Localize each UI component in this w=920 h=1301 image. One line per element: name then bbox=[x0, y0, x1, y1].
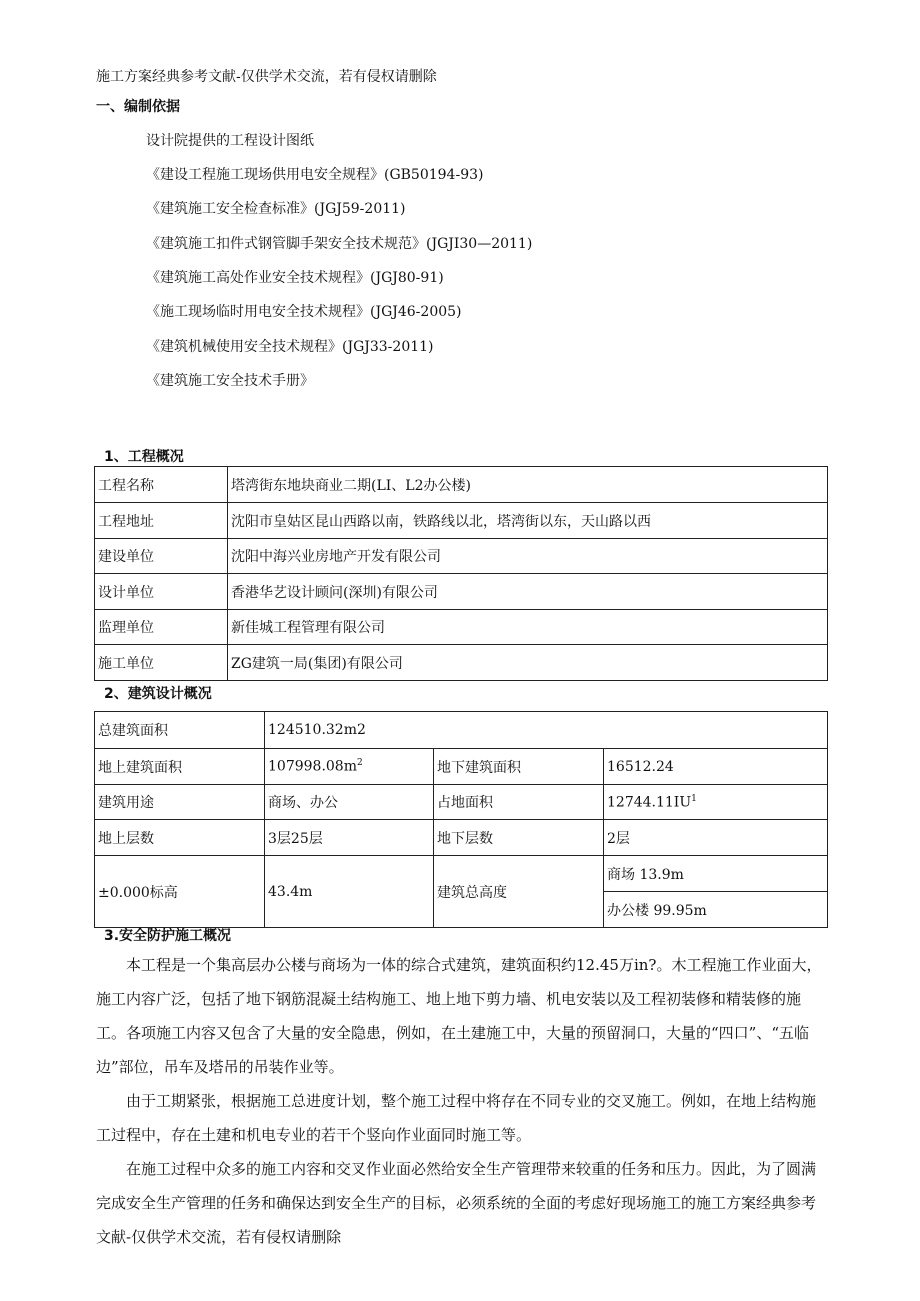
safety-paragraph: 在施工过程中众多的施工内容和交叉作业面必然给安全生产管理带来较重的任务和压力。因此，为了圆满完成安全生产管理的任务和确保达到安全生产的目标，必须系统的全面的考虑好现场施工的施工方案经典参考文献-仅供学术交流，若有侵权请删除 bbox=[96, 1160, 817, 1246]
design-label: 建筑总高度 bbox=[434, 856, 604, 928]
safety-body bbox=[96, 948, 826, 1254]
overview-value: 塔湾街东地块商业二期(LI、L2办公楼) bbox=[228, 467, 828, 503]
overview-label: 建设单位 bbox=[95, 539, 228, 574]
land-area-value: 12744.11IU bbox=[607, 794, 692, 811]
table-row bbox=[95, 749, 828, 785]
overview-value: 沈阳市皇姑区昆山西路以南，铁路线以北，塔湾街以东，天山路以西 bbox=[228, 503, 828, 539]
design-label: 地上层数 bbox=[95, 820, 265, 856]
table-row bbox=[95, 539, 828, 574]
design-label: 建筑用途 bbox=[95, 785, 265, 820]
safety-paragraph: 本工程是一个集高层办公楼与商场为一体的综合式建筑，建筑面积约12.45万in?。木工程施工作业面大，施工内容广泛，包括了地下钢筋混凝土结构施工、地上地下剪力墙、机电安装以及工程初装修和精装修的施工。各项施工内容又包含了大量的安全隐患，例如，在土建施工中，大量的预留洞口，大量的“四口”、“五临边”部位，吊车及塔吊的吊装作业等。 bbox=[96, 956, 822, 1076]
overview-value: 香港华艺设计顾问(深圳)有限公司 bbox=[228, 574, 828, 610]
above-area-sup: 2 bbox=[356, 758, 363, 769]
design-label: ±0.000标高 bbox=[95, 856, 265, 928]
overview-label: 施工单位 bbox=[95, 645, 228, 681]
overview-label: 设计单位 bbox=[95, 574, 228, 610]
table-row bbox=[95, 645, 828, 681]
reference-item: 《建筑施工安全检查标准》(JGJ59-2011) bbox=[146, 201, 406, 217]
design-table bbox=[94, 711, 828, 928]
reference-item: 《施工现场临时用电安全技术规程》(JGJ46-2005) bbox=[146, 304, 462, 320]
header-note: 施工方案经典参考文献-仅供学术交流，若有侵权请删除 bbox=[96, 69, 437, 85]
land-area-sup: 1 bbox=[691, 793, 697, 804]
section-heading-design: 2、建筑设计概况 bbox=[104, 686, 212, 702]
design-value: 2层 bbox=[604, 820, 828, 856]
reference-item: 《建设工程施工现场供用电安全规程》(GB50194-93) bbox=[146, 167, 484, 183]
overview-label: 工程地址 bbox=[95, 503, 228, 539]
overview-label: 监理单位 bbox=[95, 610, 228, 645]
table-row bbox=[95, 785, 828, 820]
design-label: 地下层数 bbox=[434, 820, 604, 856]
table-row bbox=[95, 610, 828, 645]
design-label: 占地面积 bbox=[434, 785, 604, 820]
reference-item: 《建筑施工安全技术手册》 bbox=[146, 373, 314, 389]
overview-label: 工程名称 bbox=[95, 467, 228, 503]
reference-item: 《建筑施工扣件式钢管脚手架安全技术规范》(JGJI30—2011) bbox=[146, 236, 533, 252]
design-value: 124510.32m2 bbox=[265, 712, 828, 749]
section-heading-overview: 1、工程概况 bbox=[104, 449, 184, 465]
table-row bbox=[95, 503, 828, 539]
section-heading-basis: 一、编制依据 bbox=[96, 99, 180, 115]
table-row bbox=[95, 820, 828, 856]
overview-value: 沈阳中海兴业房地产开发有限公司 bbox=[228, 539, 828, 574]
design-value: 办公楼 99.95m bbox=[604, 892, 828, 928]
overview-value: 新佳城工程管理有限公司 bbox=[228, 610, 828, 645]
reference-item: 《建筑机械使用安全技术规程》(JGJ33-2011) bbox=[146, 339, 434, 355]
table-row bbox=[95, 712, 828, 749]
above-area-value: 107998.08m bbox=[268, 758, 357, 775]
reference-item: 设计院提供的工程设计图纸 bbox=[146, 133, 314, 149]
table-row bbox=[95, 856, 828, 892]
table-row bbox=[95, 574, 828, 610]
design-value bbox=[265, 749, 434, 785]
design-value bbox=[604, 785, 828, 820]
safety-paragraph: 由于工期紧张，根据施工总进度计划，整个施工过程中将存在不同专业的交叉施工。例如，在地上结构施工过程中，存在土建和机电专业的若干个竖向作业面同时施工等。 bbox=[96, 1092, 817, 1144]
table-row bbox=[95, 467, 828, 503]
design-value: 3层25层 bbox=[265, 820, 434, 856]
design-value: 商场 13.9m bbox=[604, 856, 828, 892]
design-value: 43.4m bbox=[265, 856, 434, 928]
overview-value: ZG建筑一局(集团)有限公司 bbox=[228, 645, 828, 681]
design-value: 商场、办公 bbox=[265, 785, 434, 820]
overview-table bbox=[94, 466, 828, 681]
design-label: 总建筑面积 bbox=[95, 712, 265, 749]
design-value: 16512.24 bbox=[604, 749, 828, 785]
section-heading-safety: 3.安全防护施工概况 bbox=[104, 928, 232, 944]
design-label: 地上建筑面积 bbox=[95, 749, 265, 785]
reference-item: 《建筑施工高处作业安全技术规程》(JGJ80-91) bbox=[146, 270, 444, 286]
design-label: 地下建筑面积 bbox=[434, 749, 604, 785]
